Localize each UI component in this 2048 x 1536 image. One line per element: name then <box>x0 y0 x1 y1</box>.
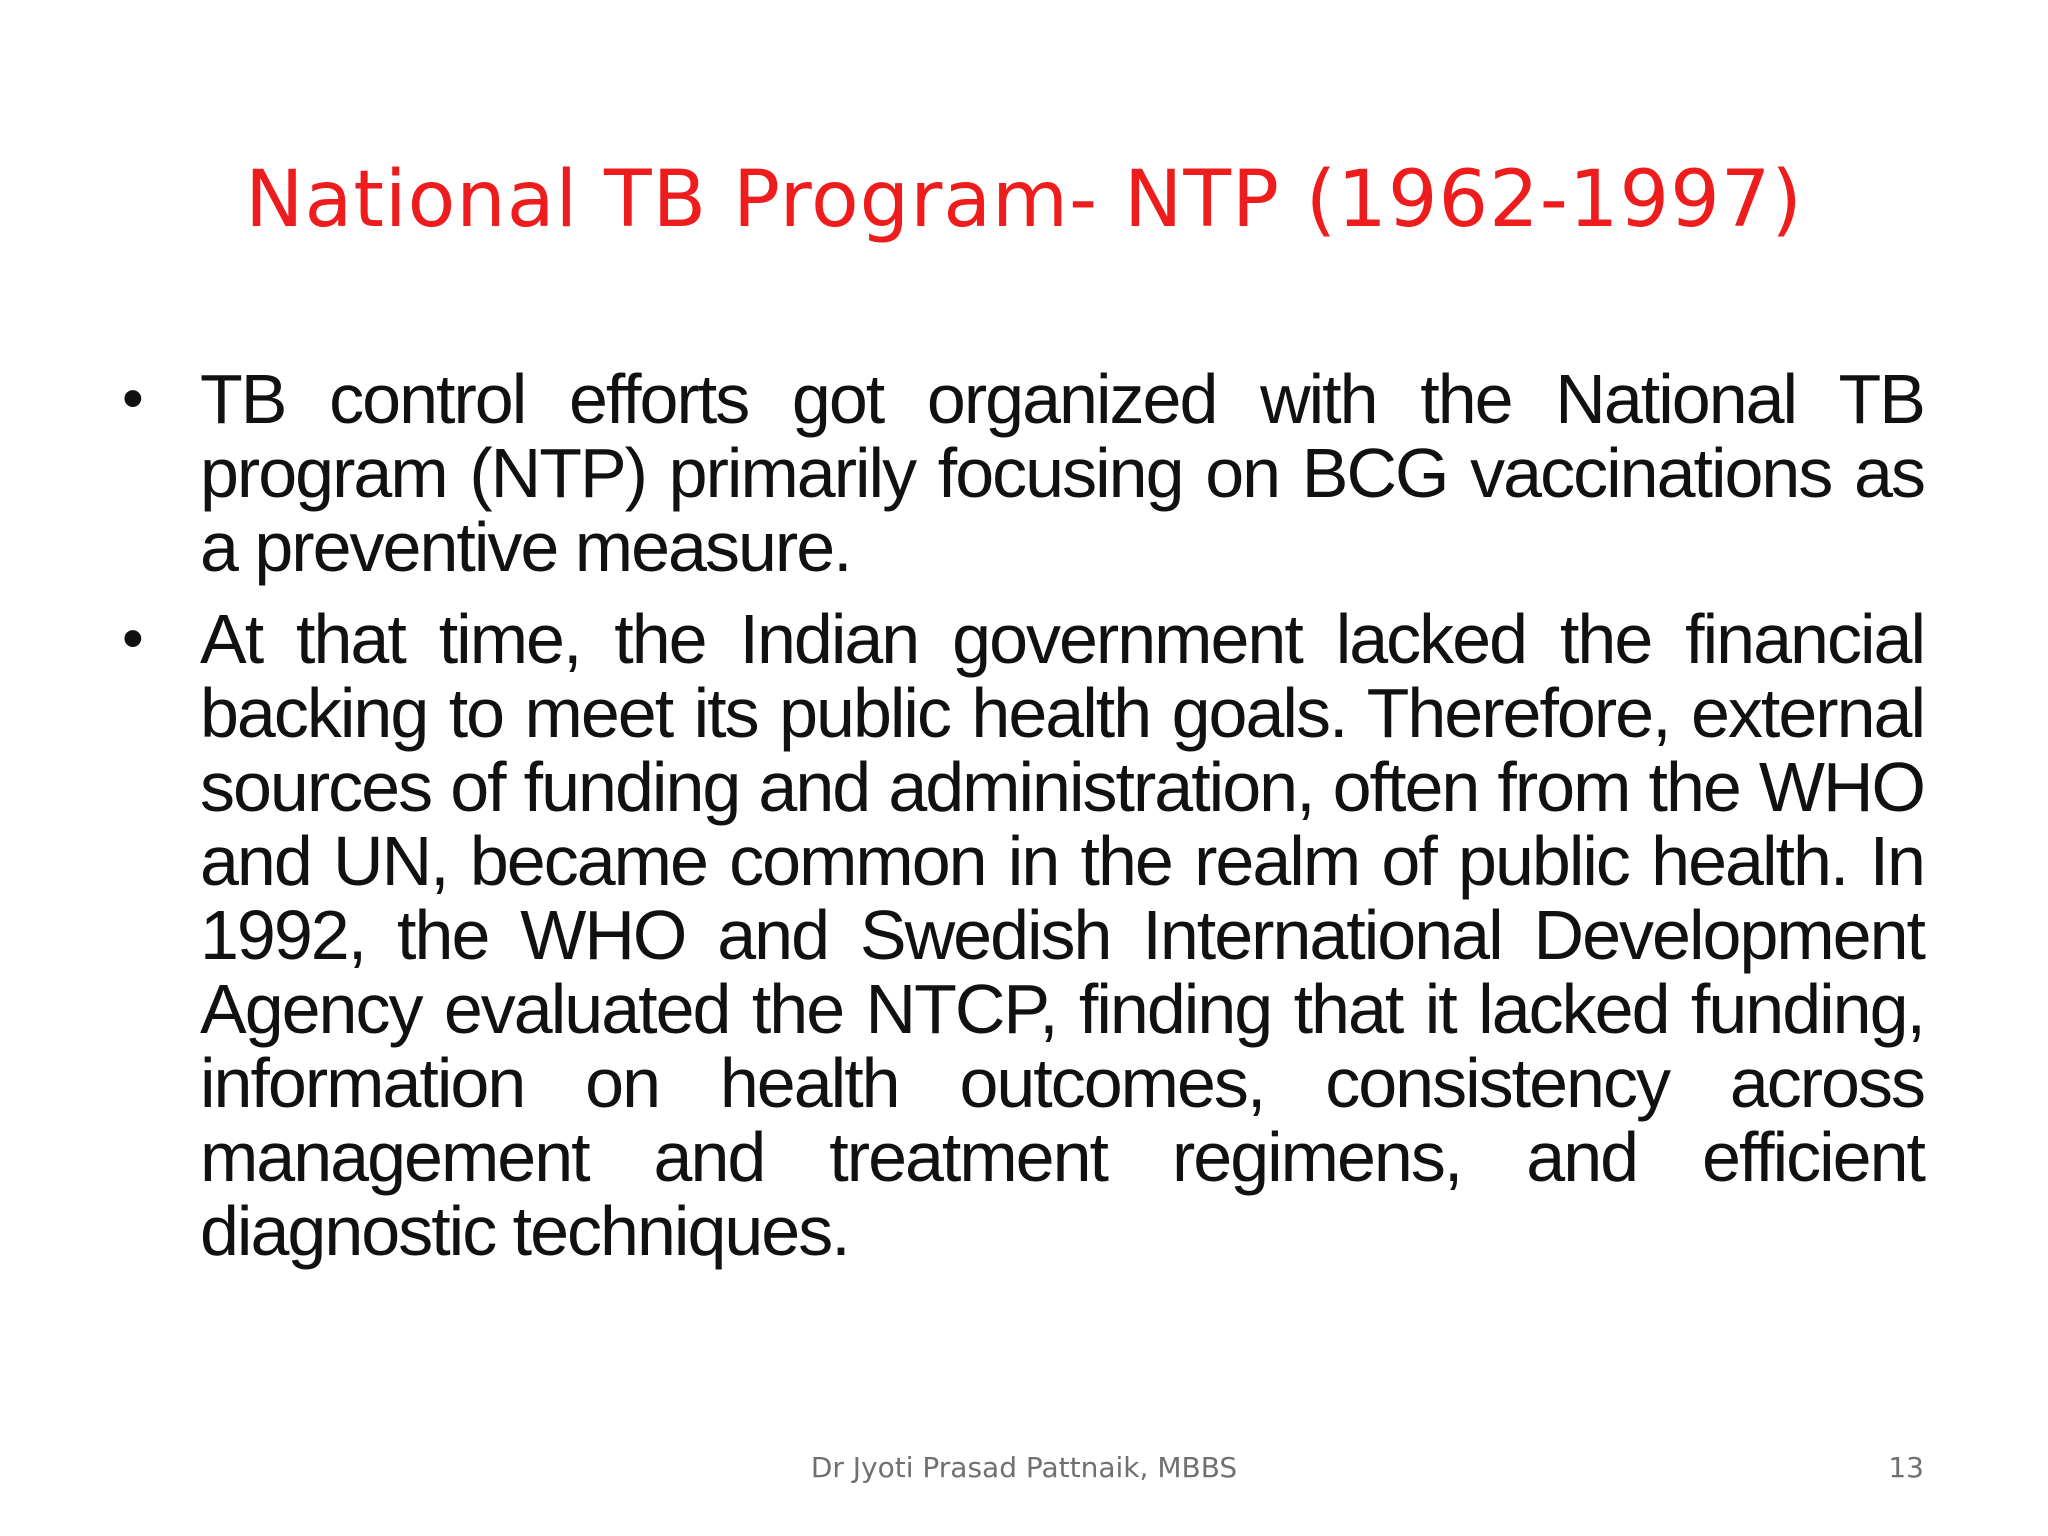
footer-author: Dr Jyoti Prasad Pattnaik, MBBS <box>810 1451 1238 1484</box>
bullet-item <box>122 360 1924 586</box>
bullet-text: TB control efforts got organized with the National TB program (NTP) primarily focusing on BCG vaccinations as a preventive measure. <box>200 360 1924 586</box>
bullet-text: At that time, the Indian government lacked the financial backing to meet its public health goals. Therefore, external sources of funding and administration, often from the WHO and UN, became common in the realm of public health. In 1992, the WHO and Swedish International Development Agency evaluated the NTCP, finding that it lacked funding, information on health outcomes, consistency across management and treatment regimens, and efficient diagnostic techniques. <box>200 600 1924 1270</box>
bullet-item <box>122 600 1924 1270</box>
bullet-marker: • <box>122 364 142 433</box>
bullet-marker: • <box>122 604 142 673</box>
page-number: 13 <box>1888 1451 1924 1484</box>
slide-title: National TB Program- NTP (1962-1997) <box>245 155 1803 245</box>
bullet-list <box>122 360 1924 1286</box>
